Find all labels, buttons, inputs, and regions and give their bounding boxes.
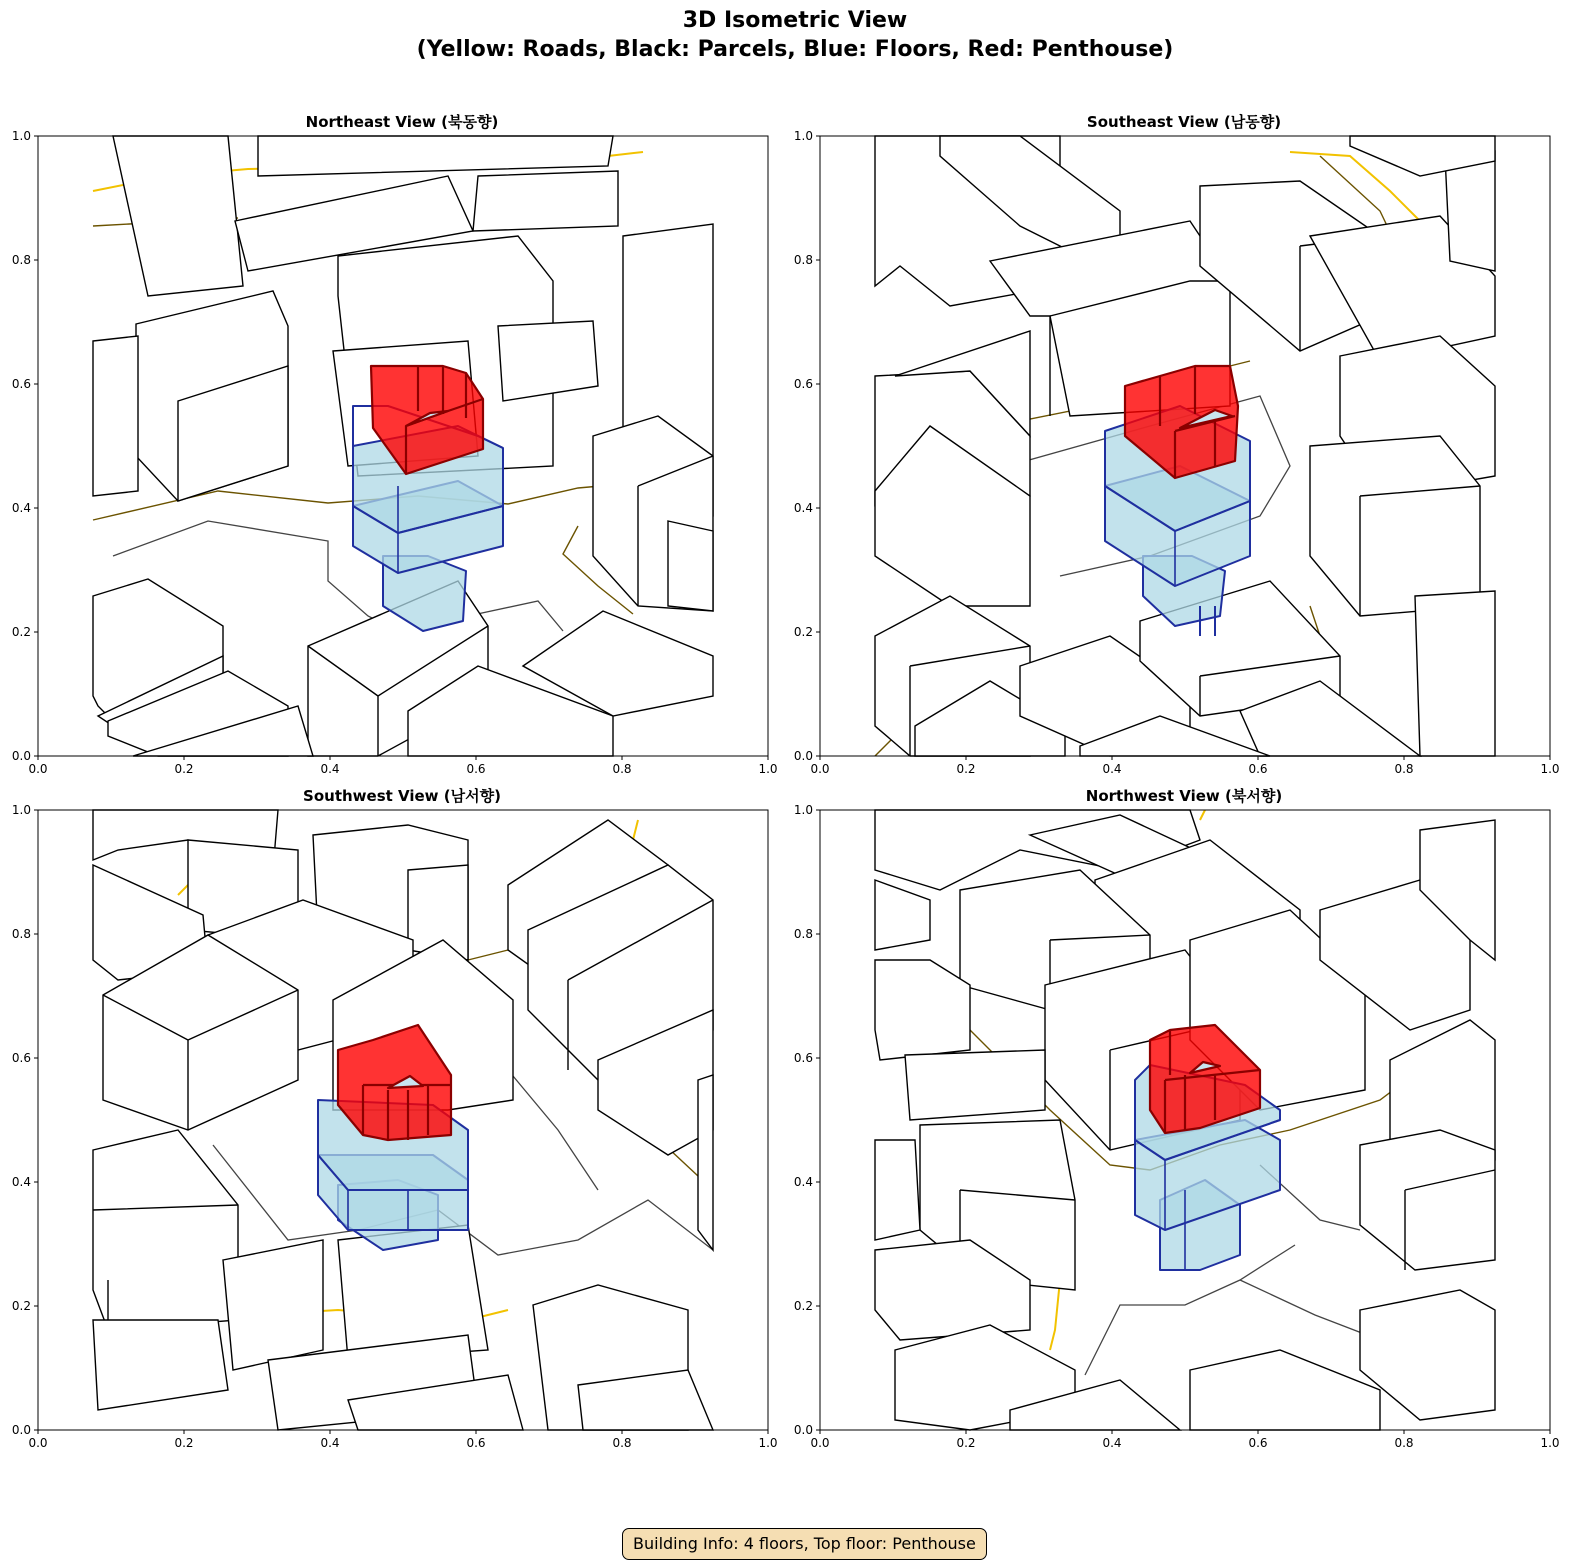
x-tick-label: 0.6 bbox=[1248, 762, 1268, 776]
building bbox=[93, 1130, 238, 1330]
x-tick-label: 0.4 bbox=[1102, 762, 1122, 776]
y-tick-label: 0.2 bbox=[11, 1299, 31, 1313]
x-tick-label: 0.2 bbox=[956, 1436, 976, 1450]
x-tick-label: 0.8 bbox=[1394, 1436, 1414, 1450]
x-tick-label: 0.8 bbox=[1394, 762, 1414, 776]
panel-southeast bbox=[782, 100, 1572, 800]
y-tick-label: 0.0 bbox=[793, 749, 813, 763]
y-tick-label: 0.4 bbox=[11, 501, 31, 515]
building bbox=[473, 171, 618, 231]
y-tick-label: 0.6 bbox=[11, 1051, 31, 1065]
y-tick-label: 0.0 bbox=[11, 1423, 31, 1437]
scene bbox=[93, 136, 713, 756]
figure-title bbox=[0, 6, 1590, 64]
building bbox=[668, 521, 713, 611]
x-tick-label: 0.8 bbox=[612, 1436, 632, 1450]
x-tick-label: 0.2 bbox=[956, 762, 976, 776]
scene bbox=[93, 810, 713, 1430]
y-tick-label: 0.4 bbox=[793, 1175, 813, 1189]
building bbox=[1310, 436, 1480, 616]
y-tick-label: 0.4 bbox=[793, 501, 813, 515]
road-line bbox=[608, 152, 643, 156]
figure-title-line2: (Yellow: Roads, Black: Parcels, Blue: Floors, Red: Penthouse) bbox=[416, 37, 1174, 62]
x-tick-label: 0.6 bbox=[466, 762, 486, 776]
northeast-view-plot bbox=[0, 100, 790, 800]
x-tick-label: 0.4 bbox=[320, 1436, 340, 1450]
building bbox=[698, 1075, 713, 1250]
x-tick-label: 0.0 bbox=[28, 762, 48, 776]
panel-title: Southwest View (남서향) bbox=[303, 787, 501, 805]
y-tick-label: 0.0 bbox=[11, 749, 31, 763]
panel-northeast bbox=[0, 100, 790, 800]
panel-title: Northeast View (북동향) bbox=[305, 113, 499, 131]
x-tick-label: 1.0 bbox=[1540, 762, 1560, 776]
parcel-outline bbox=[1085, 1245, 1380, 1375]
building bbox=[875, 1140, 920, 1240]
y-tick-label: 0.2 bbox=[793, 625, 813, 639]
y-tick-label: 1.0 bbox=[11, 129, 31, 143]
x-tick-label: 0.0 bbox=[810, 762, 830, 776]
x-tick-label: 0.2 bbox=[174, 1436, 194, 1450]
y-tick-label: 0.6 bbox=[11, 377, 31, 391]
panel-northwest bbox=[782, 774, 1572, 1474]
x-tick-label: 0.8 bbox=[612, 762, 632, 776]
y-tick-label: 0.8 bbox=[793, 927, 813, 941]
x-tick-label: 0.4 bbox=[1102, 1436, 1122, 1450]
x-tick-label: 1.0 bbox=[758, 1436, 778, 1450]
x-tick-label: 0.6 bbox=[466, 1436, 486, 1450]
y-tick-label: 0.4 bbox=[11, 1175, 31, 1189]
y-tick-label: 0.8 bbox=[11, 927, 31, 941]
x-tick-label: 0.0 bbox=[28, 1436, 48, 1450]
y-tick-label: 1.0 bbox=[793, 129, 813, 143]
figure-title-line1: 3D Isometric View bbox=[682, 8, 908, 33]
x-tick-label: 0.0 bbox=[810, 1436, 830, 1450]
building bbox=[498, 321, 598, 401]
x-tick-label: 0.6 bbox=[1248, 1436, 1268, 1450]
y-tick-label: 0.6 bbox=[793, 1051, 813, 1065]
y-tick-label: 0.2 bbox=[793, 1299, 813, 1313]
building bbox=[1415, 591, 1495, 756]
building bbox=[1360, 1130, 1495, 1270]
southeast-view-plot bbox=[782, 100, 1572, 800]
building bbox=[93, 336, 138, 496]
y-tick-label: 0.8 bbox=[793, 253, 813, 267]
building-info-box: Building Info: 4 floors, Top floor: Penthouse bbox=[622, 1528, 987, 1560]
y-tick-label: 0.0 bbox=[793, 1423, 813, 1437]
y-tick-label: 1.0 bbox=[793, 803, 813, 817]
building bbox=[93, 1320, 228, 1410]
y-tick-label: 1.0 bbox=[11, 803, 31, 817]
building bbox=[223, 1240, 323, 1370]
building bbox=[1190, 1350, 1380, 1430]
scene bbox=[875, 136, 1495, 756]
x-tick-label: 0.2 bbox=[174, 762, 194, 776]
panel-title: Northwest View (북서향) bbox=[1085, 787, 1283, 805]
y-tick-label: 0.8 bbox=[11, 253, 31, 267]
y-tick-label: 0.6 bbox=[793, 377, 813, 391]
panel-title: Southeast View (남동향) bbox=[1086, 113, 1282, 131]
building bbox=[875, 880, 930, 950]
panel-southwest bbox=[0, 774, 790, 1474]
x-tick-label: 1.0 bbox=[758, 762, 778, 776]
scene bbox=[875, 810, 1495, 1430]
southwest-view-plot bbox=[0, 774, 790, 1474]
building bbox=[905, 1050, 1045, 1120]
y-tick-label: 0.2 bbox=[11, 625, 31, 639]
building bbox=[113, 136, 243, 296]
building bbox=[258, 136, 613, 176]
building bbox=[875, 960, 970, 1060]
x-tick-label: 1.0 bbox=[1540, 1436, 1560, 1450]
parcel-outline bbox=[508, 1070, 598, 1190]
x-tick-label: 0.4 bbox=[320, 762, 340, 776]
northwest-view-plot bbox=[782, 774, 1572, 1474]
